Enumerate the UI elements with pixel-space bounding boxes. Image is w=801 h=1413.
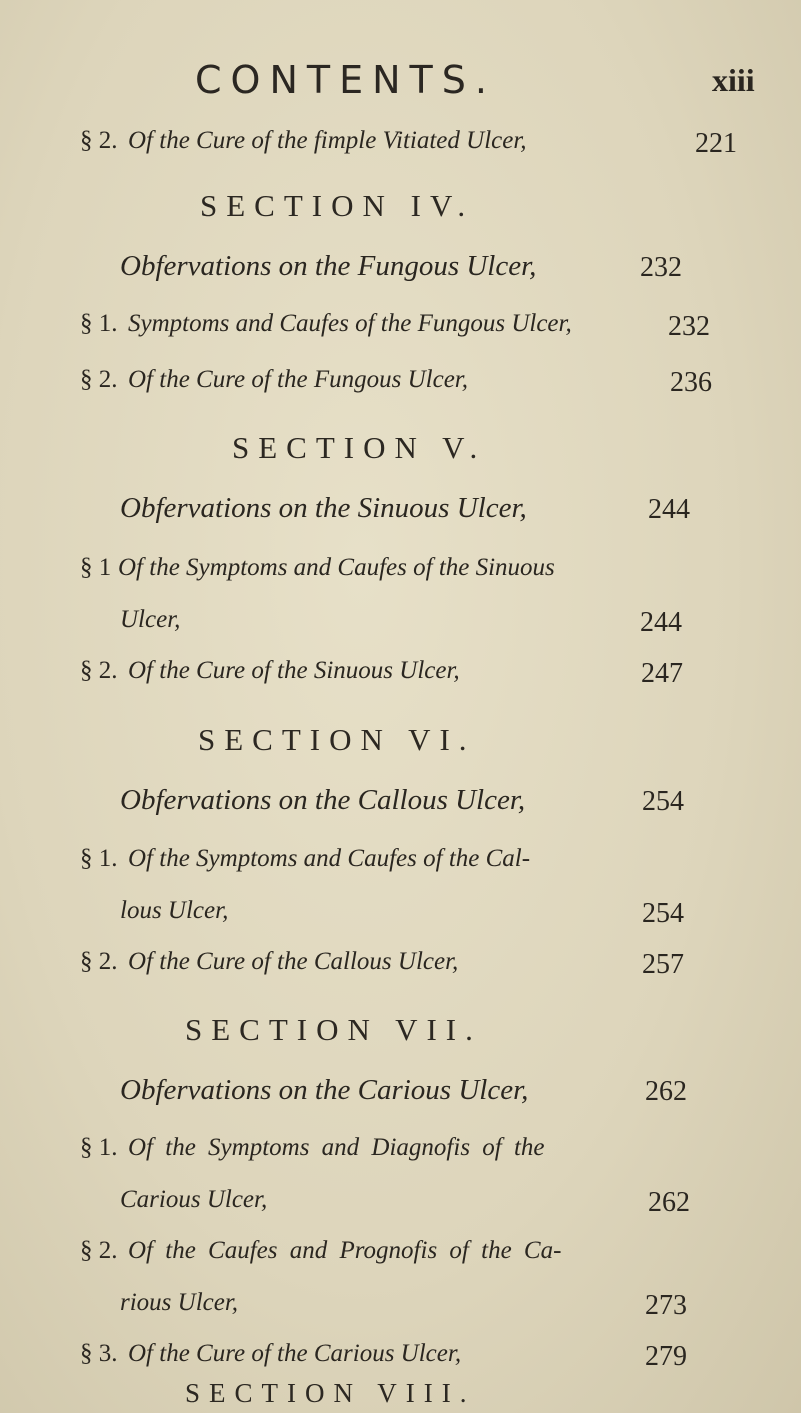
toc-entry: Of the Cure of the Fungous Ulcer, <box>128 366 469 393</box>
observations-heading: Obfervations on the Sinuous Ulcer, <box>120 492 527 524</box>
page-ref: 262 <box>648 1187 690 1218</box>
page-ref: 244 <box>640 607 682 638</box>
toc-entry-continued: rious Ulcer, <box>120 1289 239 1316</box>
toc-entry: Of the Cure of the Sinuous Ulcer, <box>128 657 460 684</box>
section-mark: § 2. <box>80 1237 118 1264</box>
section-heading: SECTION VII. <box>185 1012 482 1047</box>
page-ref: 254 <box>642 898 684 929</box>
page-ref: 273 <box>645 1290 687 1321</box>
section-mark: § 1. <box>80 310 118 337</box>
section-mark: § 1. <box>80 1134 118 1161</box>
page-ref: 232 <box>640 252 682 283</box>
section-heading: SECTION IV. <box>200 188 475 223</box>
toc-entry-continued: Ulcer, <box>120 606 181 633</box>
observations-heading: Obfervations on the Callous Ulcer, <box>120 784 526 816</box>
page-ref: 257 <box>642 949 684 980</box>
section-heading: SECTION VI. <box>198 722 476 757</box>
section-mark: § 1 <box>80 554 112 581</box>
section-mark: § 1. <box>80 845 118 872</box>
page-number: xiii <box>712 62 755 98</box>
toc-entry-continued: Carious Ulcer, <box>120 1186 268 1213</box>
toc-entry: Of the Cure of the fimple Vitiated Ulcer, <box>128 127 527 154</box>
section-heading: SECTION V. <box>232 430 487 465</box>
section-heading: SECTION VIII. <box>185 1378 476 1408</box>
observations-heading: Obfervations on the Carious Ulcer, <box>120 1074 529 1106</box>
section-mark: § 3. <box>80 1340 118 1367</box>
page-ref: 244 <box>648 494 690 525</box>
section-mark: § 2. <box>80 127 118 154</box>
page-ref: 236 <box>670 367 712 398</box>
toc-entry: Of the Symptoms and Caufes of the Sinuous <box>118 554 555 581</box>
page-ref: 247 <box>641 658 683 689</box>
toc-entry: Of the Symptoms and Diagnofis of the <box>128 1134 545 1161</box>
page-ref: 254 <box>642 786 684 817</box>
page-ref: 232 <box>668 311 710 342</box>
toc-entry-continued: lous Ulcer, <box>120 897 229 924</box>
section-mark: § 2. <box>80 657 118 684</box>
page-ref: 279 <box>645 1341 687 1372</box>
section-mark: § 2. <box>80 366 118 393</box>
page-ref: 221 <box>695 128 737 159</box>
toc-entry: Of the Cure of the Carious Ulcer, <box>128 1340 462 1367</box>
toc-entry: Symptoms and Caufes of the Fungous Ulcer, <box>128 310 572 337</box>
toc-entry: Of the Symptoms and Caufes of the Cal- <box>128 845 531 872</box>
page-ref: 262 <box>645 1076 687 1107</box>
running-header: CONTENTS. <box>195 58 496 102</box>
toc-entry: Of the Cure of the Callous Ulcer, <box>128 948 459 975</box>
observations-heading: Obfervations on the Fungous Ulcer, <box>120 250 537 282</box>
section-mark: § 2. <box>80 948 118 975</box>
toc-entry: Of the Caufes and Prognofis of the Ca- <box>128 1237 562 1264</box>
